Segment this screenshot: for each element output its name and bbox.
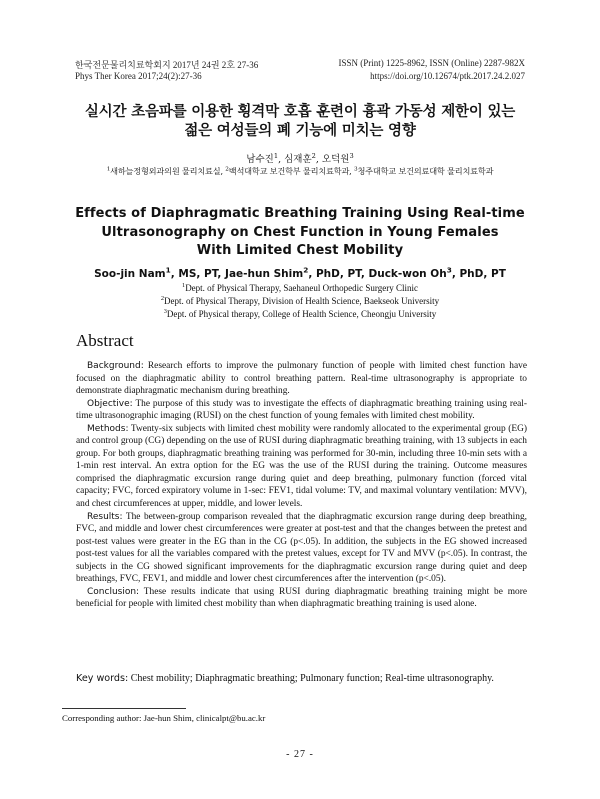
abstract-methods: Methods: Twenty-six subjects with limited chest mobility were randomly allocated to the experimental group (EG) and control group (CG) depending on the use of RUSI during diaphragmatic breathing training, with 13 subjects in each group. For both groups, diaphragmatic breathing training was performed for 30-min, including three 10-min sets with a 1-min rest interval. An extra option for the EG was the use of the RUSI during the training. Outcome measures comprised the diaphragmatic excursion range during quiet and deep breathing, pulmonary function (forced vital capacity; FVC, forced expiratory volume in 1-sec: FEV1, tidal volume: TV, and maximal voluntary ventilation: MVV), and chest circumferences at upper, middle, and lower levels.: [76, 423, 527, 510]
abstract-results: Results: The between-group comparison revealed that the diaphragmatic excursion range during deep breathing, FVC, and middle and lower chest circumferences were greater at post-test and that the changes between the pretest and post-test values were greater in the EG than in the CG (p<.05). In addition, the subjects in the EG showed increased post-test values for all the variables compared with the pretest values, except for TV and MVV (p<.05). In contrast, the subjects in the CG showed significant improvements for the diaphragmatic excursion range during quiet and deep breathings, FVC, FEV1, and middle and lower chest circumferences after the intervention (p<.05).: [76, 511, 527, 585]
english-author-list: [0, 265, 600, 280]
english-affiliation: $^2$Dept. of Physical Therapy, Division of Health Science, Baekseok University: [160, 295, 440, 306]
section-label: Results:: [87, 511, 123, 522]
korean-affiliation: $^1$새하늘정형외과의원 물리치료실,: [106, 166, 226, 176]
journal-header-en: Phys Ther Korea 2017;24(2):27-36: [75, 71, 202, 81]
abstract-heading: Abstract: [76, 331, 134, 350]
section-label: Conclusion:: [87, 586, 140, 597]
section-label: Objective:: [87, 398, 133, 409]
english-author: Jae-hun Shim$^2$, PhD, PT,: [225, 265, 369, 280]
section-label: Methods:: [87, 423, 129, 434]
keywords-label: Key words:: [76, 673, 129, 684]
corresponding-author-note: Corresponding author: Jae-hun Shim, clinicalpt@bu.ac.kr: [62, 713, 266, 723]
english-author: Duck-won Oh$^3$, PhD, PT: [368, 265, 506, 280]
korean-title-line-1: 실시간 초음파를 이용한 횡격막 호흡 훈련이 흉곽 가동성 제한이 있는: [84, 103, 516, 120]
korean-affiliation: $^2$백석대학교 보건학부 물리치료학과,: [225, 166, 354, 176]
english-affiliation: $^3$Dept. of Physical therapy, College of Health Science, Cheongju University: [163, 308, 437, 319]
english-title-line-2: Ultrasonography on Chest Function in Young Females: [101, 224, 499, 240]
abstract-body: [76, 360, 527, 611]
korean-author-list: [0, 151, 600, 165]
abstract-objective: Objective: The purpose of this study was to investigate the effects of diaphragmatic breathing training using real-time ultrasonographic imaging (RUSI) on the chest function of young females with limited chest mobility.: [76, 398, 527, 422]
korean-author: 오덕원$^3$: [321, 151, 354, 165]
korean-title-line-2: 젊은 여성들의 폐 기능에 미치는 영향: [184, 122, 416, 139]
page-number: - 27 -: [286, 749, 314, 760]
korean-affiliation: $^3$청주대학교 보건의료대학 물리치료학과: [353, 166, 494, 176]
footnote-divider: [62, 708, 186, 709]
journal-header-kr: 한국전문물리치료학회지 2017년 24권 2호 27-36: [75, 60, 259, 70]
keywords: Key words: Chest mobility; Diaphragmatic breathing; Pulmonary function; Real-time ultrasonography.: [76, 673, 494, 684]
doi-header: https://doi.org/10.12674/ptk.2017.24.2.027: [370, 71, 525, 81]
english-title-line-3: With Limited Chest Mobility: [196, 243, 404, 258]
english-affiliation: $^1$Dept. of Physical Therapy, Saehaneul Orthopedic Surgery Clinic: [182, 282, 418, 293]
english-author: Soo-jin Nam$^1$, MS, PT,: [94, 265, 226, 280]
issn-header: ISSN (Print) 1225-8962, ISSN (Online) 2287-982X: [338, 58, 525, 68]
korean-author: 심재훈$^2$,: [284, 151, 322, 165]
english-title-line-1: Effects of Diaphragmatic Breathing Training Using Real-time: [75, 206, 525, 221]
abstract-background: Background: Research efforts to improve the pulmonary function of people with limited chest function have focused on the diaphragmatic ability to control breathing pattern. Real-time ultrasonography is appropriate to demonstrate diaphragmatic mechanism during breathing.: [76, 361, 527, 397]
korean-author: 남수진$^1$,: [246, 151, 285, 165]
korean-affiliations: [0, 166, 600, 177]
abstract-conclusion: Conclusion: These results indicate that using RUSI during diaphragmatic breathing training might be more beneficial for people with limited chest mobility than when diaphragmatic breathing training is used alone.: [76, 586, 527, 610]
section-label: Background:: [87, 361, 144, 371]
